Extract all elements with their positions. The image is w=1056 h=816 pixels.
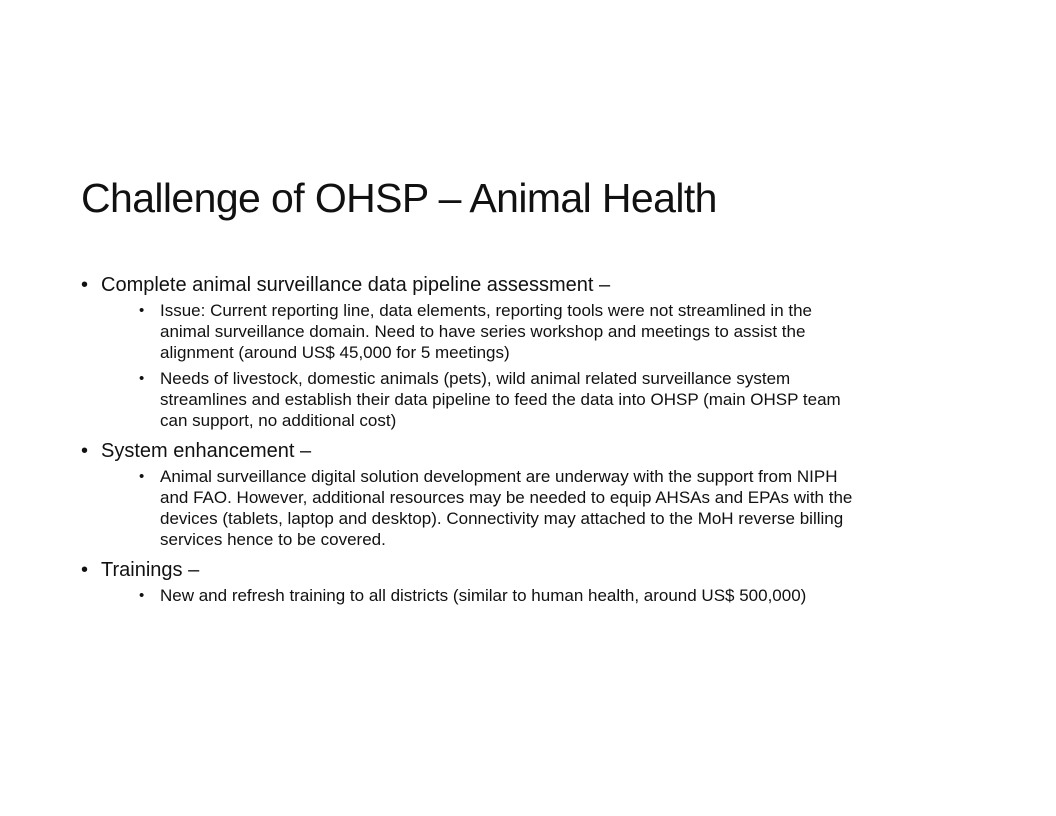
sub-item bbox=[101, 368, 981, 431]
sub-item-text: New and refresh training to all districts (similar to human health, around US$ 500,000) bbox=[160, 586, 807, 605]
section-data-pipeline bbox=[81, 270, 981, 431]
bullet-icon: • bbox=[81, 274, 89, 296]
sub-item bbox=[101, 300, 981, 363]
bullet-icon: • bbox=[81, 559, 89, 581]
section-heading: System enhancement – bbox=[101, 440, 312, 462]
sub-list bbox=[101, 300, 981, 431]
sub-list bbox=[101, 585, 981, 606]
sub-item-text: Animal surveillance digital solution development are underway with the support from NIPH and FAO. However, additional resources may be needed to equip AHSAs and EPAs with the devices (tablets, laptop and desktop). Connectivity may attached to the MoH reverse billing services hence to be covered. bbox=[160, 467, 853, 549]
slide-body bbox=[81, 270, 981, 611]
sub-list bbox=[101, 466, 981, 550]
section-heading: Complete animal surveillance data pipeline assessment – bbox=[101, 274, 611, 296]
bullet-icon: • bbox=[81, 440, 89, 462]
bullet-icon: • bbox=[139, 468, 145, 485]
section-heading: Trainings – bbox=[101, 559, 200, 581]
sub-item bbox=[101, 585, 981, 606]
section-trainings bbox=[81, 555, 981, 606]
sub-item-text: Needs of livestock, domestic animals (pets), wild animal related surveillance system streamlines and establish their data pipeline to feed the data into OHSP (main OHSP team can support, no additional cost) bbox=[160, 369, 841, 430]
bullet-icon: • bbox=[139, 302, 145, 319]
sub-item-text: Issue: Current reporting line, data elements, reporting tools were not streamlined in the animal surveillance domain. Need to have series workshop and meetings to assist the alignment (around US$ 45,000 for 5 meetings) bbox=[160, 301, 813, 362]
bullet-icon: • bbox=[139, 587, 145, 604]
sub-item bbox=[101, 466, 981, 550]
bullet-icon: • bbox=[139, 370, 145, 387]
slide-title: Challenge of OHSP – Animal Health bbox=[81, 175, 717, 221]
section-system-enhancement bbox=[81, 436, 981, 550]
